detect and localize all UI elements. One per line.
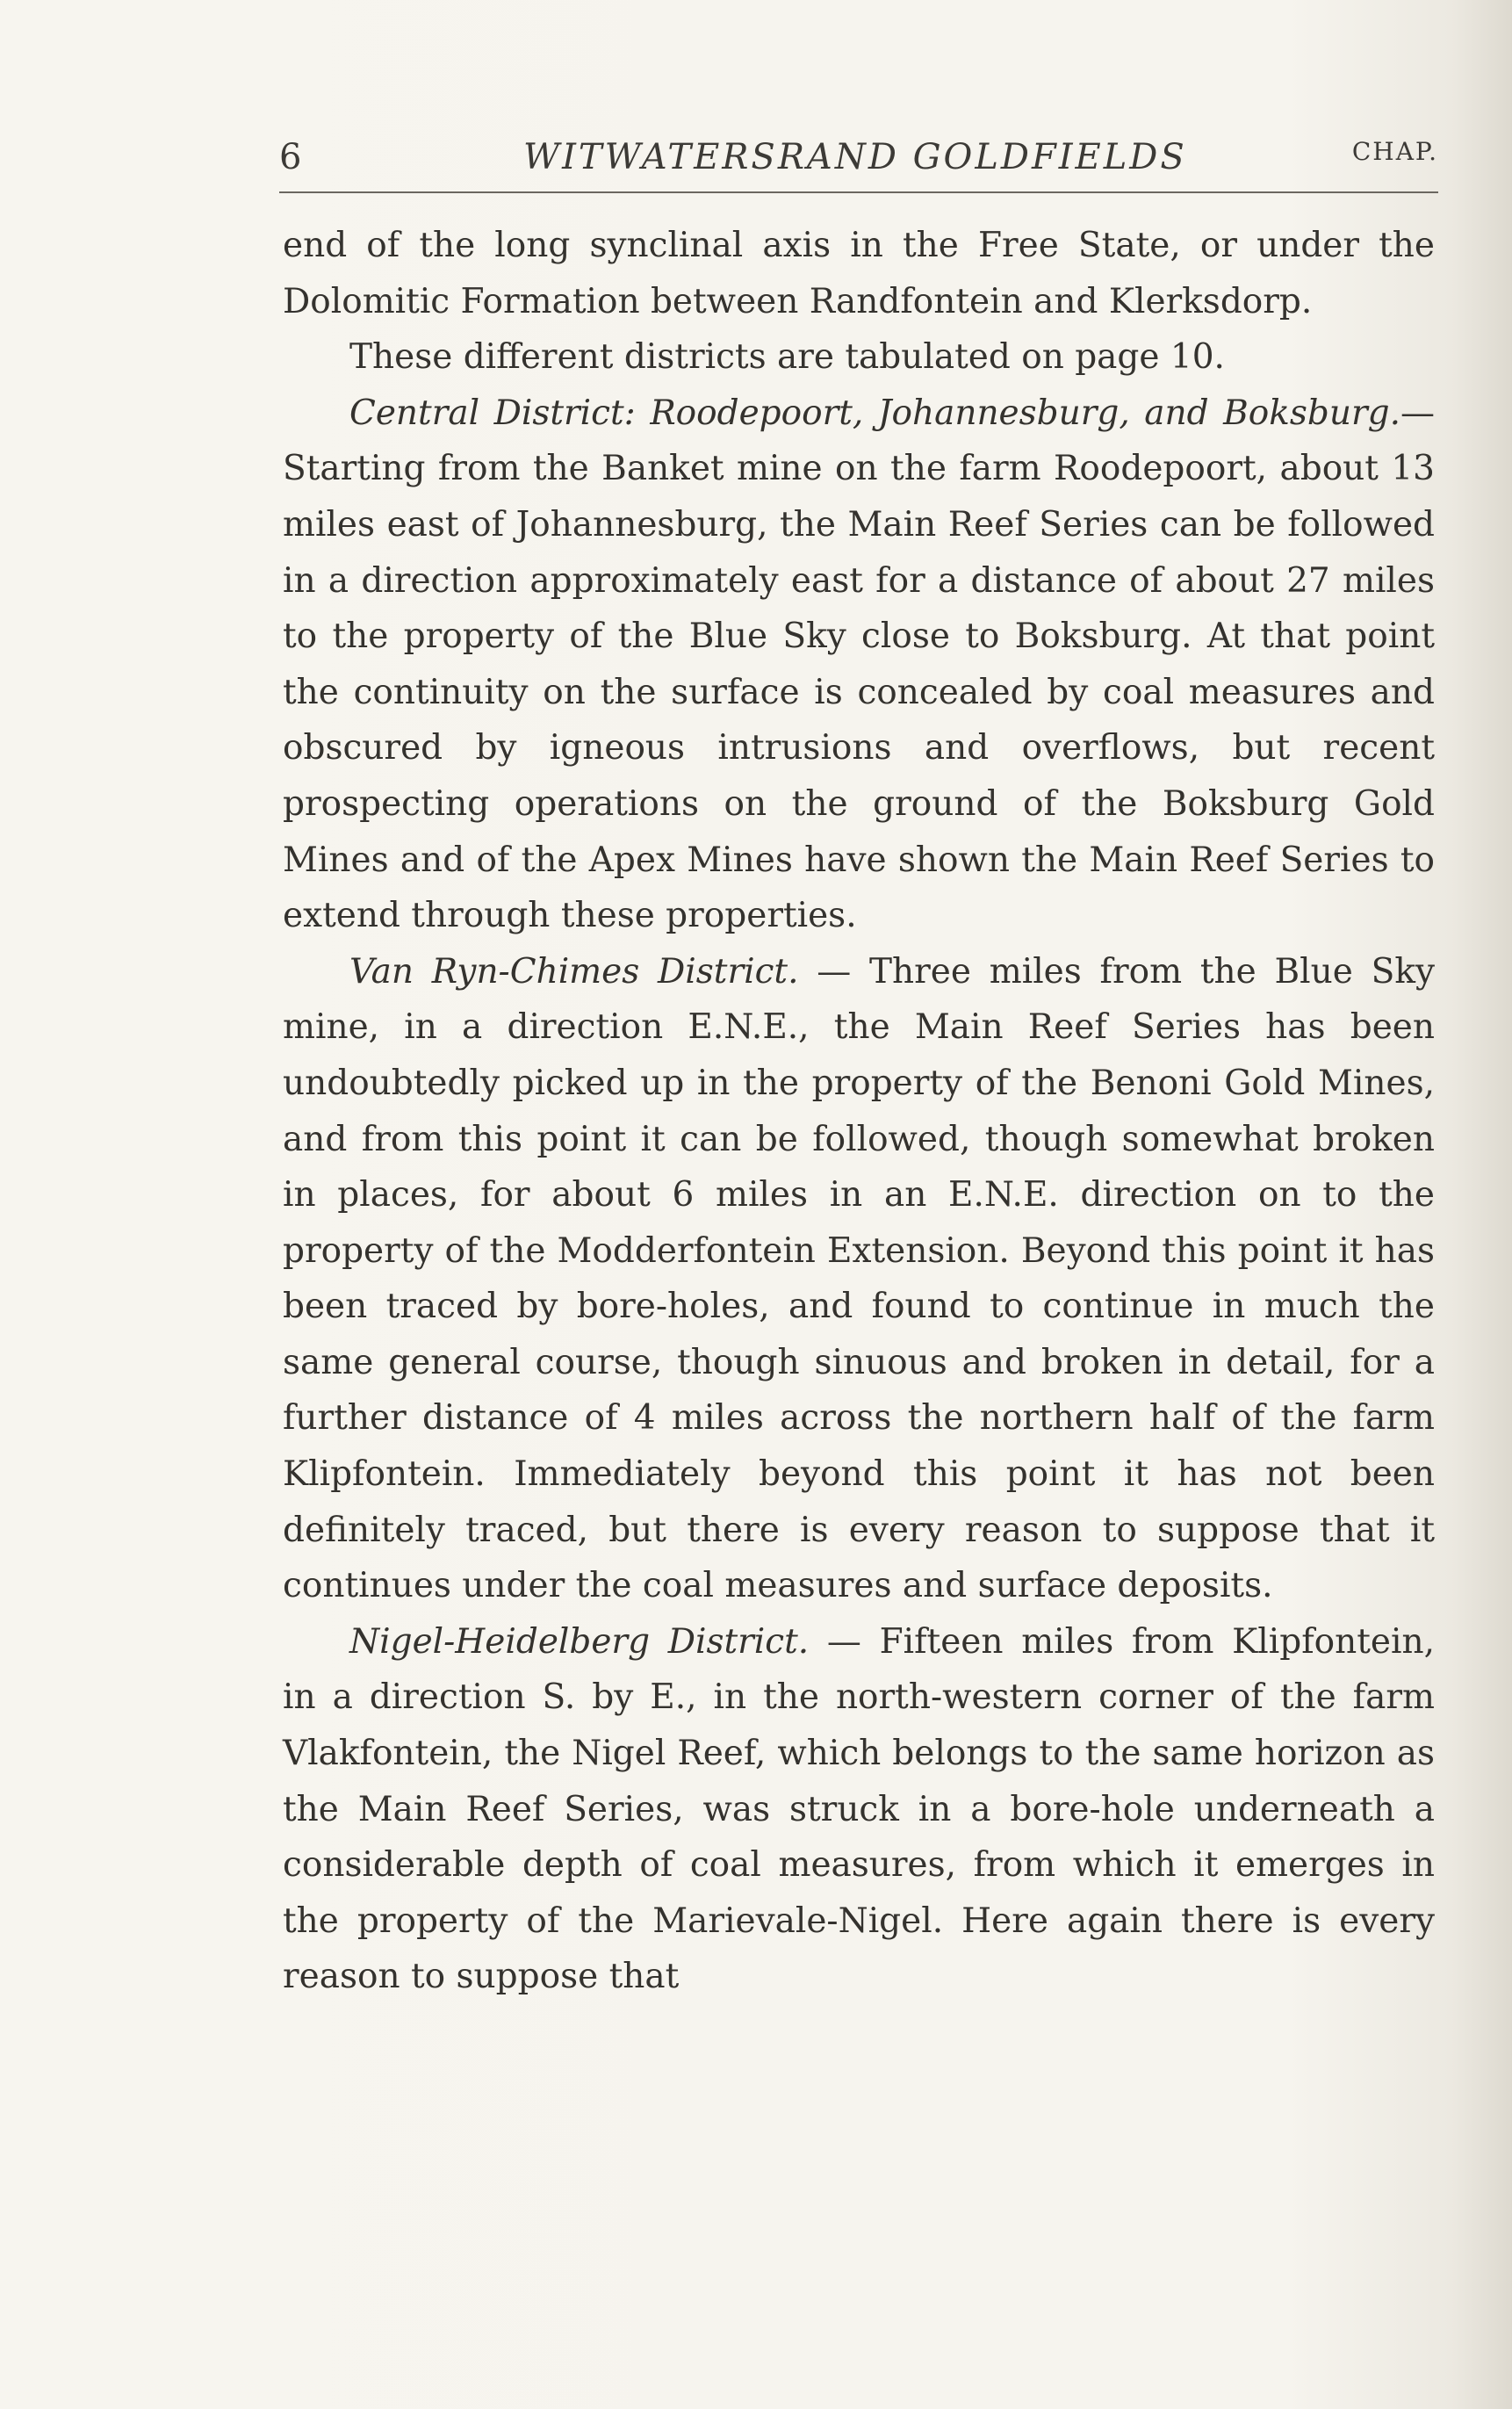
paragraph (283, 386, 1435, 944)
paragraph-text: These different districts are tabulated on page 10. (349, 337, 1225, 378)
paragraph-text: end of the long synclinal axis in the Free State, or under the Dolomitic Formation between Randfontein and Klerksdorp. (283, 226, 1435, 321)
paragraph-text: — Fifteen miles from Klipfontein, in a direction S. by E., in the north-western corner of the farm Vlakfontein, the Nigel Reef, which belongs to the same horizon as the Main Reef Series, was struck in a bore-hole underneath a considerable depth of coal measures, from which it emerges in the property of the Marievale-Nigel. Here again there is every reason to suppose that (283, 1621, 1435, 1997)
page-number: 6 (279, 137, 302, 177)
header-rule (279, 191, 1438, 193)
paragraph (283, 1614, 1435, 2005)
section-heading: Nigel-Heidelberg District. (349, 1621, 810, 1662)
paragraph (283, 218, 1435, 329)
paragraph (283, 329, 1435, 386)
section-heading: Van Ryn-Chimes District. (349, 951, 799, 992)
body-text (283, 218, 1435, 2005)
chapter-label: CHAP. (1351, 137, 1438, 166)
page-header (279, 132, 1438, 184)
section-heading: Central District: Roodepoort, Johannesburg, and Boksburg. (349, 393, 1400, 433)
paragraph (283, 944, 1435, 1614)
paragraph-text: — Three miles from the Blue Sky mine, in a direction E.N.E., the Main Reef Series has been undoubtedly picked up in the property of the Benoni Gold Mines, and from this point it can be followed, though somewhat broken in places, for about 6 miles in an E.N.E. direction on to the property of the Modderfontein Extension. Beyond this point it has been traced by bore-holes, and found to continue in much the same general course, though sinuous and broken in detail, for a further distance of 4 miles across the northern half of the farm Klipfontein. Immediately beyond this point it has not been definitely traced, but there is every reason to suppose that it continues under the coal measures and surface deposits. (283, 951, 1436, 1606)
running-title: WITWATERSRAND GOLDFIELDS (523, 137, 1187, 177)
paragraph-text: —Starting from the Banket mine on the farm Roodepoort, about 13 miles east of Johannesburg, the Main Reef Series can be followed in a direction approximately east for a distance of about 27 miles to the property of the Blue Sky close to Boksburg. At that point the continuity on the surface is concealed by coal measures and obscured by igneous intrusions and overflows, but recent prospecting operations on the ground of the Boksburg Gold Mines and of the Apex Mines have shown the Main Reef Series to extend through these properties. (283, 393, 1435, 936)
